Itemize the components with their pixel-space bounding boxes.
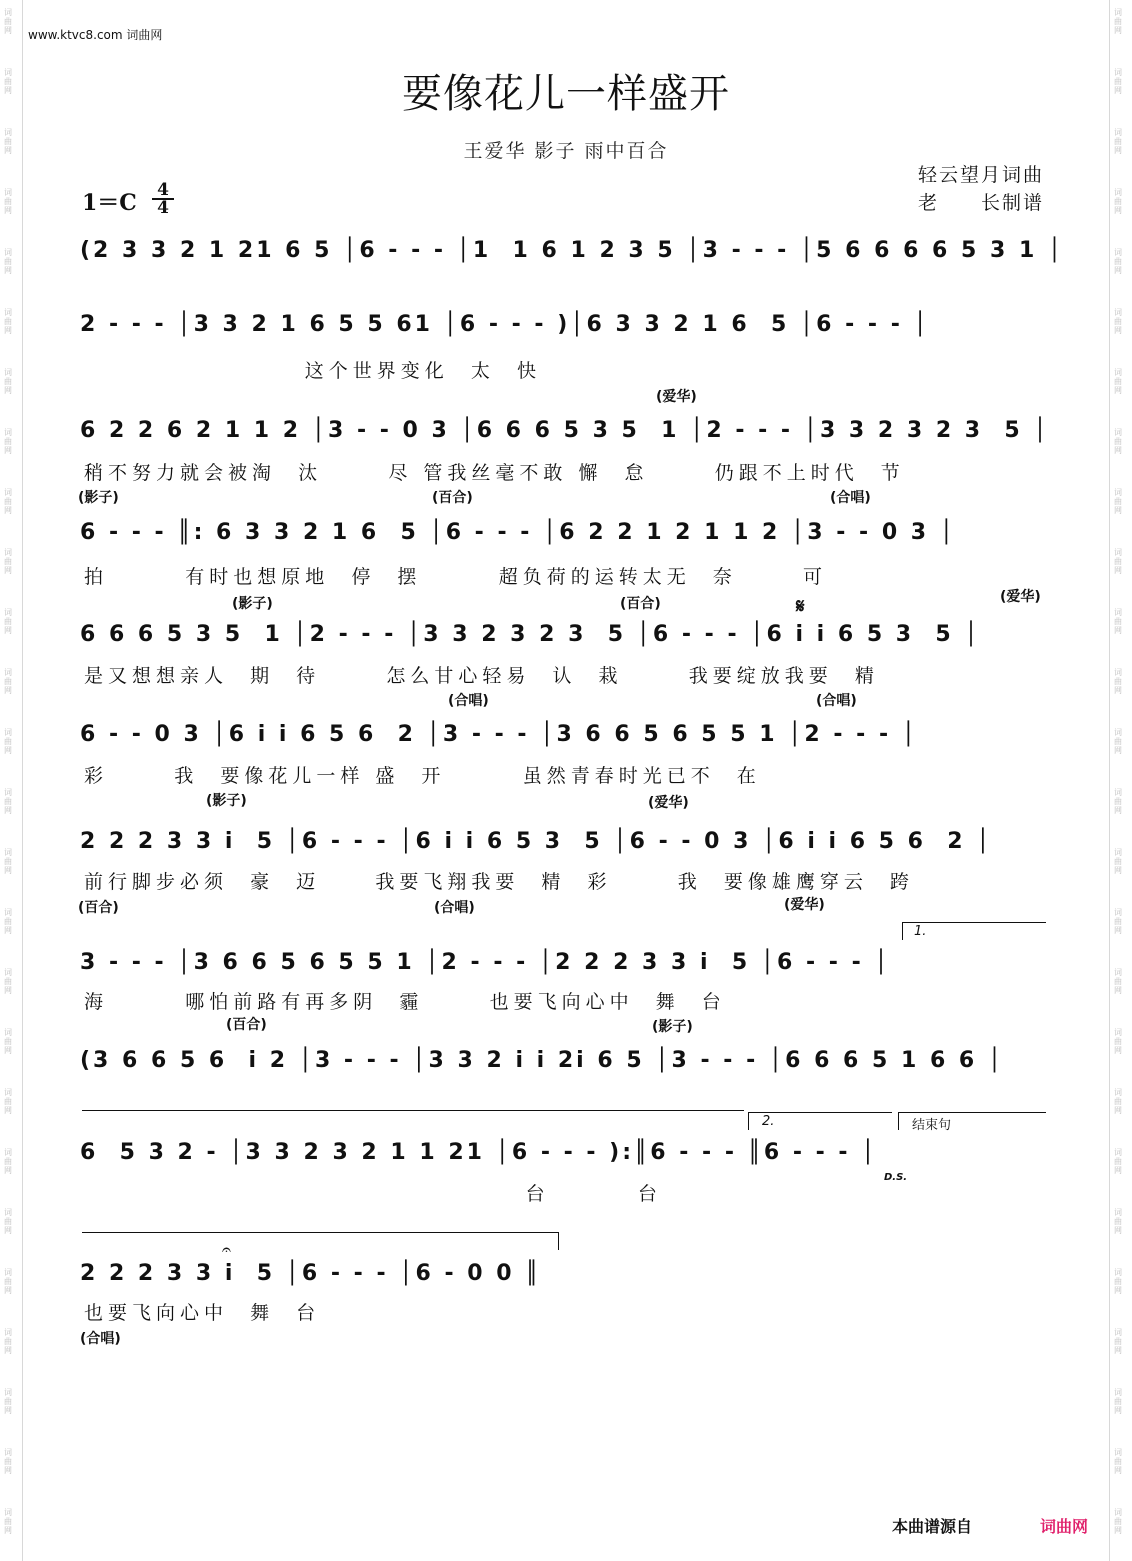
notes-row-5: 6 6 6 5 3 5 1 │2 - - - │3 3 2 3 2 3 5 │6 - - - │6 i i 6 5 3 5 │	[80, 622, 981, 647]
watermark-text: 词曲网	[1114, 248, 1122, 275]
fermata-icon: 𝄐	[222, 1240, 231, 1259]
watermark-text: 词曲网	[4, 668, 12, 695]
singer-label: (爱华)	[784, 897, 825, 913]
volta-1-label: 1.	[914, 924, 927, 939]
watermark-text: 词曲网	[4, 1388, 12, 1415]
song-title: 要像花儿一样盛开	[402, 71, 730, 117]
watermark-text: 词曲网	[4, 728, 12, 755]
watermark-text: 词曲网	[4, 1148, 12, 1175]
singer-label: (合唱)	[830, 490, 871, 506]
watermark-text: 词曲网	[1114, 1268, 1122, 1295]
watermark-text: 词曲网	[4, 248, 12, 275]
volta-2-label: 2.	[762, 1114, 775, 1129]
watermark-text: 词曲网	[4, 1268, 12, 1295]
ending-line-edge	[558, 1232, 559, 1250]
watermark-text: 词曲网	[4, 968, 12, 995]
watermark-text: 词曲网	[1114, 188, 1122, 215]
watermark-text: 词曲网	[1114, 908, 1122, 935]
watermark-text: 词曲网	[4, 1328, 12, 1355]
volta-1-bracket-edge	[902, 922, 903, 940]
watermark-text: 词曲网	[1114, 848, 1122, 875]
left-watermark-strip	[0, 0, 23, 1561]
watermark-text: 词曲网	[4, 1508, 12, 1535]
lyrics-row-6: 彩 我 要像花儿一样 盛 开 虽然青春时光已不 在	[84, 765, 761, 787]
watermark-text: 词曲网	[4, 788, 12, 815]
notes-row-7: 2 2 2 3 3 i 5 │6 - - - │6 i i 6 5 3 5 │6 - - 0 3 │6 i i 6 5 6 2 │	[80, 829, 993, 854]
watermark-text: 词曲网	[1114, 308, 1122, 335]
watermark-text: 词曲网	[4, 8, 12, 35]
lyrics-row-11: 也要飞向心中 舞 台	[84, 1302, 321, 1324]
watermark-text: 词曲网	[1114, 1328, 1122, 1355]
lyrics-row-2: 这个世界变化 太 快	[84, 360, 541, 382]
singer-label: (百合)	[620, 596, 661, 612]
singer-label: (影子)	[652, 1019, 693, 1035]
segno-icon: 𝄋	[796, 594, 805, 618]
volta-2-bracket	[748, 1112, 892, 1113]
watermark-text: 词曲网	[1114, 8, 1122, 35]
watermark-text: 词曲网	[1114, 1448, 1122, 1475]
ending-label: 结束句	[912, 1118, 952, 1133]
time-sig-bottom: 4	[152, 198, 174, 216]
watermark-text: 词曲网	[4, 308, 12, 335]
repeat-bracket-line	[82, 1110, 744, 1111]
notes-row-4: 6 - - - ║: 6 3 3 2 1 6 5 │6 - - - │6 2 2 1 2 1 1 2 │3 - - 0 3 │	[80, 520, 956, 545]
notes-row-2: 2 - - - │3 3 2 1 6 5 5 61 │6 - - - )│6 3 3 2 1 6 5 │6 - - - │	[80, 312, 930, 337]
singers: 王爱华 影子 雨中百合	[463, 140, 669, 162]
watermark-text: 词曲网	[1114, 788, 1122, 815]
watermark-text: 词曲网	[4, 488, 12, 515]
ending-bracket-edge	[898, 1112, 899, 1130]
watermark-text: 词曲网	[4, 1448, 12, 1475]
lyrics-row-3: 稍不努力就会被淘 汰 尽 管我丝毫不敢 懈 怠 仍跟不上时代 节	[84, 462, 905, 484]
singer-label: (影子)	[206, 793, 247, 809]
watermark-text: 词曲网	[4, 548, 12, 575]
transcriber-credit: 老 长制谱	[917, 192, 1044, 214]
lyrics-row-4: 拍 有时也想原地 停 摆 超负荷的运转太无 奈 可	[84, 566, 828, 588]
notes-row-11: 2 2 2 3 3 i 5 │6 - - - │6 - 0 0 ║	[80, 1261, 542, 1286]
watermark-text: 词曲网	[1114, 488, 1122, 515]
notes-row-10: 6 5 3 2 - │3 3 2 3 2 1 1 21 │6 - - - ):║6 - - - ║6 - - - │	[80, 1140, 878, 1165]
watermark-text: 词曲网	[4, 1088, 12, 1115]
volta-1-bracket	[902, 922, 1046, 923]
watermark-text: 词曲网	[4, 428, 12, 455]
watermark-text: 词曲网	[4, 188, 12, 215]
time-sig-top: 4	[157, 180, 169, 200]
source-text: 本曲谱源自	[892, 1517, 973, 1536]
watermark-text: 词曲网	[1114, 1088, 1122, 1115]
singer-label: (影子)	[78, 490, 119, 506]
watermark-text: 词曲网	[4, 68, 12, 95]
volta-2-bracket-edge	[748, 1112, 749, 1130]
singer-label: (爱华)	[1000, 589, 1041, 605]
watermark-text: 词曲网	[1114, 368, 1122, 395]
watermark-text: 词曲网	[4, 1208, 12, 1235]
watermark-text: 词曲网	[4, 908, 12, 935]
notes-row-1: (2 3 3 2 1 21 6 5 │6 - - - │1 1 6 1 2 3 5 │3 - - - │5 6 6 6 6 5 3 1 │	[80, 238, 1065, 263]
watermark-text: 词曲网	[1114, 1508, 1122, 1535]
lyrics-row-8: 海 哪怕前路有再多阴 霾 也要飞向心中 舞 台	[84, 991, 726, 1013]
watermark-text: 词曲网	[4, 1028, 12, 1055]
watermark-text: 词曲网	[1114, 1208, 1122, 1235]
right-watermark-strip	[1109, 0, 1132, 1561]
time-signature	[152, 182, 174, 216]
watermark-text: 词曲网	[1114, 728, 1122, 755]
notes-row-8: 3 - - - │3 6 6 5 6 5 5 1 │2 - - - │2 2 2 3 3 i 5 │6 - - - │	[80, 950, 891, 975]
watermark-text: 词曲网	[1114, 968, 1122, 995]
lyrics-row-7: 前行脚步必须 豪 迈 我要飞翔我要 精 彩 我 要像雄鹰穿云 跨	[84, 871, 914, 893]
notes-row-3: 6 2 2 6 2 1 1 2 │3 - - 0 3 │6 6 6 5 3 5 1 │2 - - - │3 3 2 3 2 3 5 │	[80, 418, 1050, 443]
watermark-text: 词曲网	[4, 608, 12, 635]
source-brand-link[interactable]: 词曲网	[1040, 1517, 1089, 1536]
key-signature: 1＝C	[82, 190, 137, 216]
watermark-text: 词曲网	[1114, 68, 1122, 95]
singer-label: (合唱)	[448, 693, 489, 709]
watermark-text: 词曲网	[1114, 128, 1122, 155]
singer-label: (百合)	[226, 1017, 267, 1033]
watermark-text: 词曲网	[1114, 428, 1122, 455]
watermark-text: 词曲网	[4, 368, 12, 395]
site-url[interactable]: www.ktvc8.com 词曲网	[28, 28, 163, 42]
notes-row-6: 6 - - 0 3 │6 i i 6 5 6 2 │3 - - - │3 6 6 5 6 5 5 1 │2 - - - │	[80, 722, 919, 747]
watermark-text: 词曲网	[1114, 1028, 1122, 1055]
watermark-text: 词曲网	[1114, 548, 1122, 575]
watermark-text: 词曲网	[4, 128, 12, 155]
watermark-text: 词曲网	[1114, 608, 1122, 635]
singer-label: (合唱)	[434, 900, 475, 916]
singer-label: (爱华)	[648, 795, 689, 811]
ending-bracket	[898, 1112, 1046, 1113]
da-segno-mark: D.S.	[884, 1172, 908, 1183]
lyricist-composer-credit: 轻云望月词曲	[917, 164, 1044, 186]
notes-row-9: (3 6 6 5 6 i 2 │3 - - - │3 3 2 i i 2i 6 5 │3 - - - │6 6 6 5 1 6 6 │	[80, 1048, 1005, 1073]
watermark-text: 词曲网	[1114, 1148, 1122, 1175]
singer-label: (爱华)	[656, 389, 697, 405]
singer-label: (合唱)	[80, 1331, 121, 1347]
singer-label: (百合)	[432, 490, 473, 506]
singer-label: (影子)	[232, 596, 273, 612]
watermark-text: 词曲网	[1114, 1388, 1122, 1415]
watermark-text: 词曲网	[1114, 668, 1122, 695]
singer-label: (百合)	[78, 900, 119, 916]
singer-label: (合唱)	[816, 693, 857, 709]
lyrics-row-5: 是又想想亲人 期 待 怎么甘心轻易 认 栽 我要绽放我要 精	[84, 665, 879, 687]
lyrics-row-10: 台 台	[84, 1183, 662, 1205]
ending-line	[82, 1232, 558, 1233]
watermark-text: 词曲网	[4, 848, 12, 875]
